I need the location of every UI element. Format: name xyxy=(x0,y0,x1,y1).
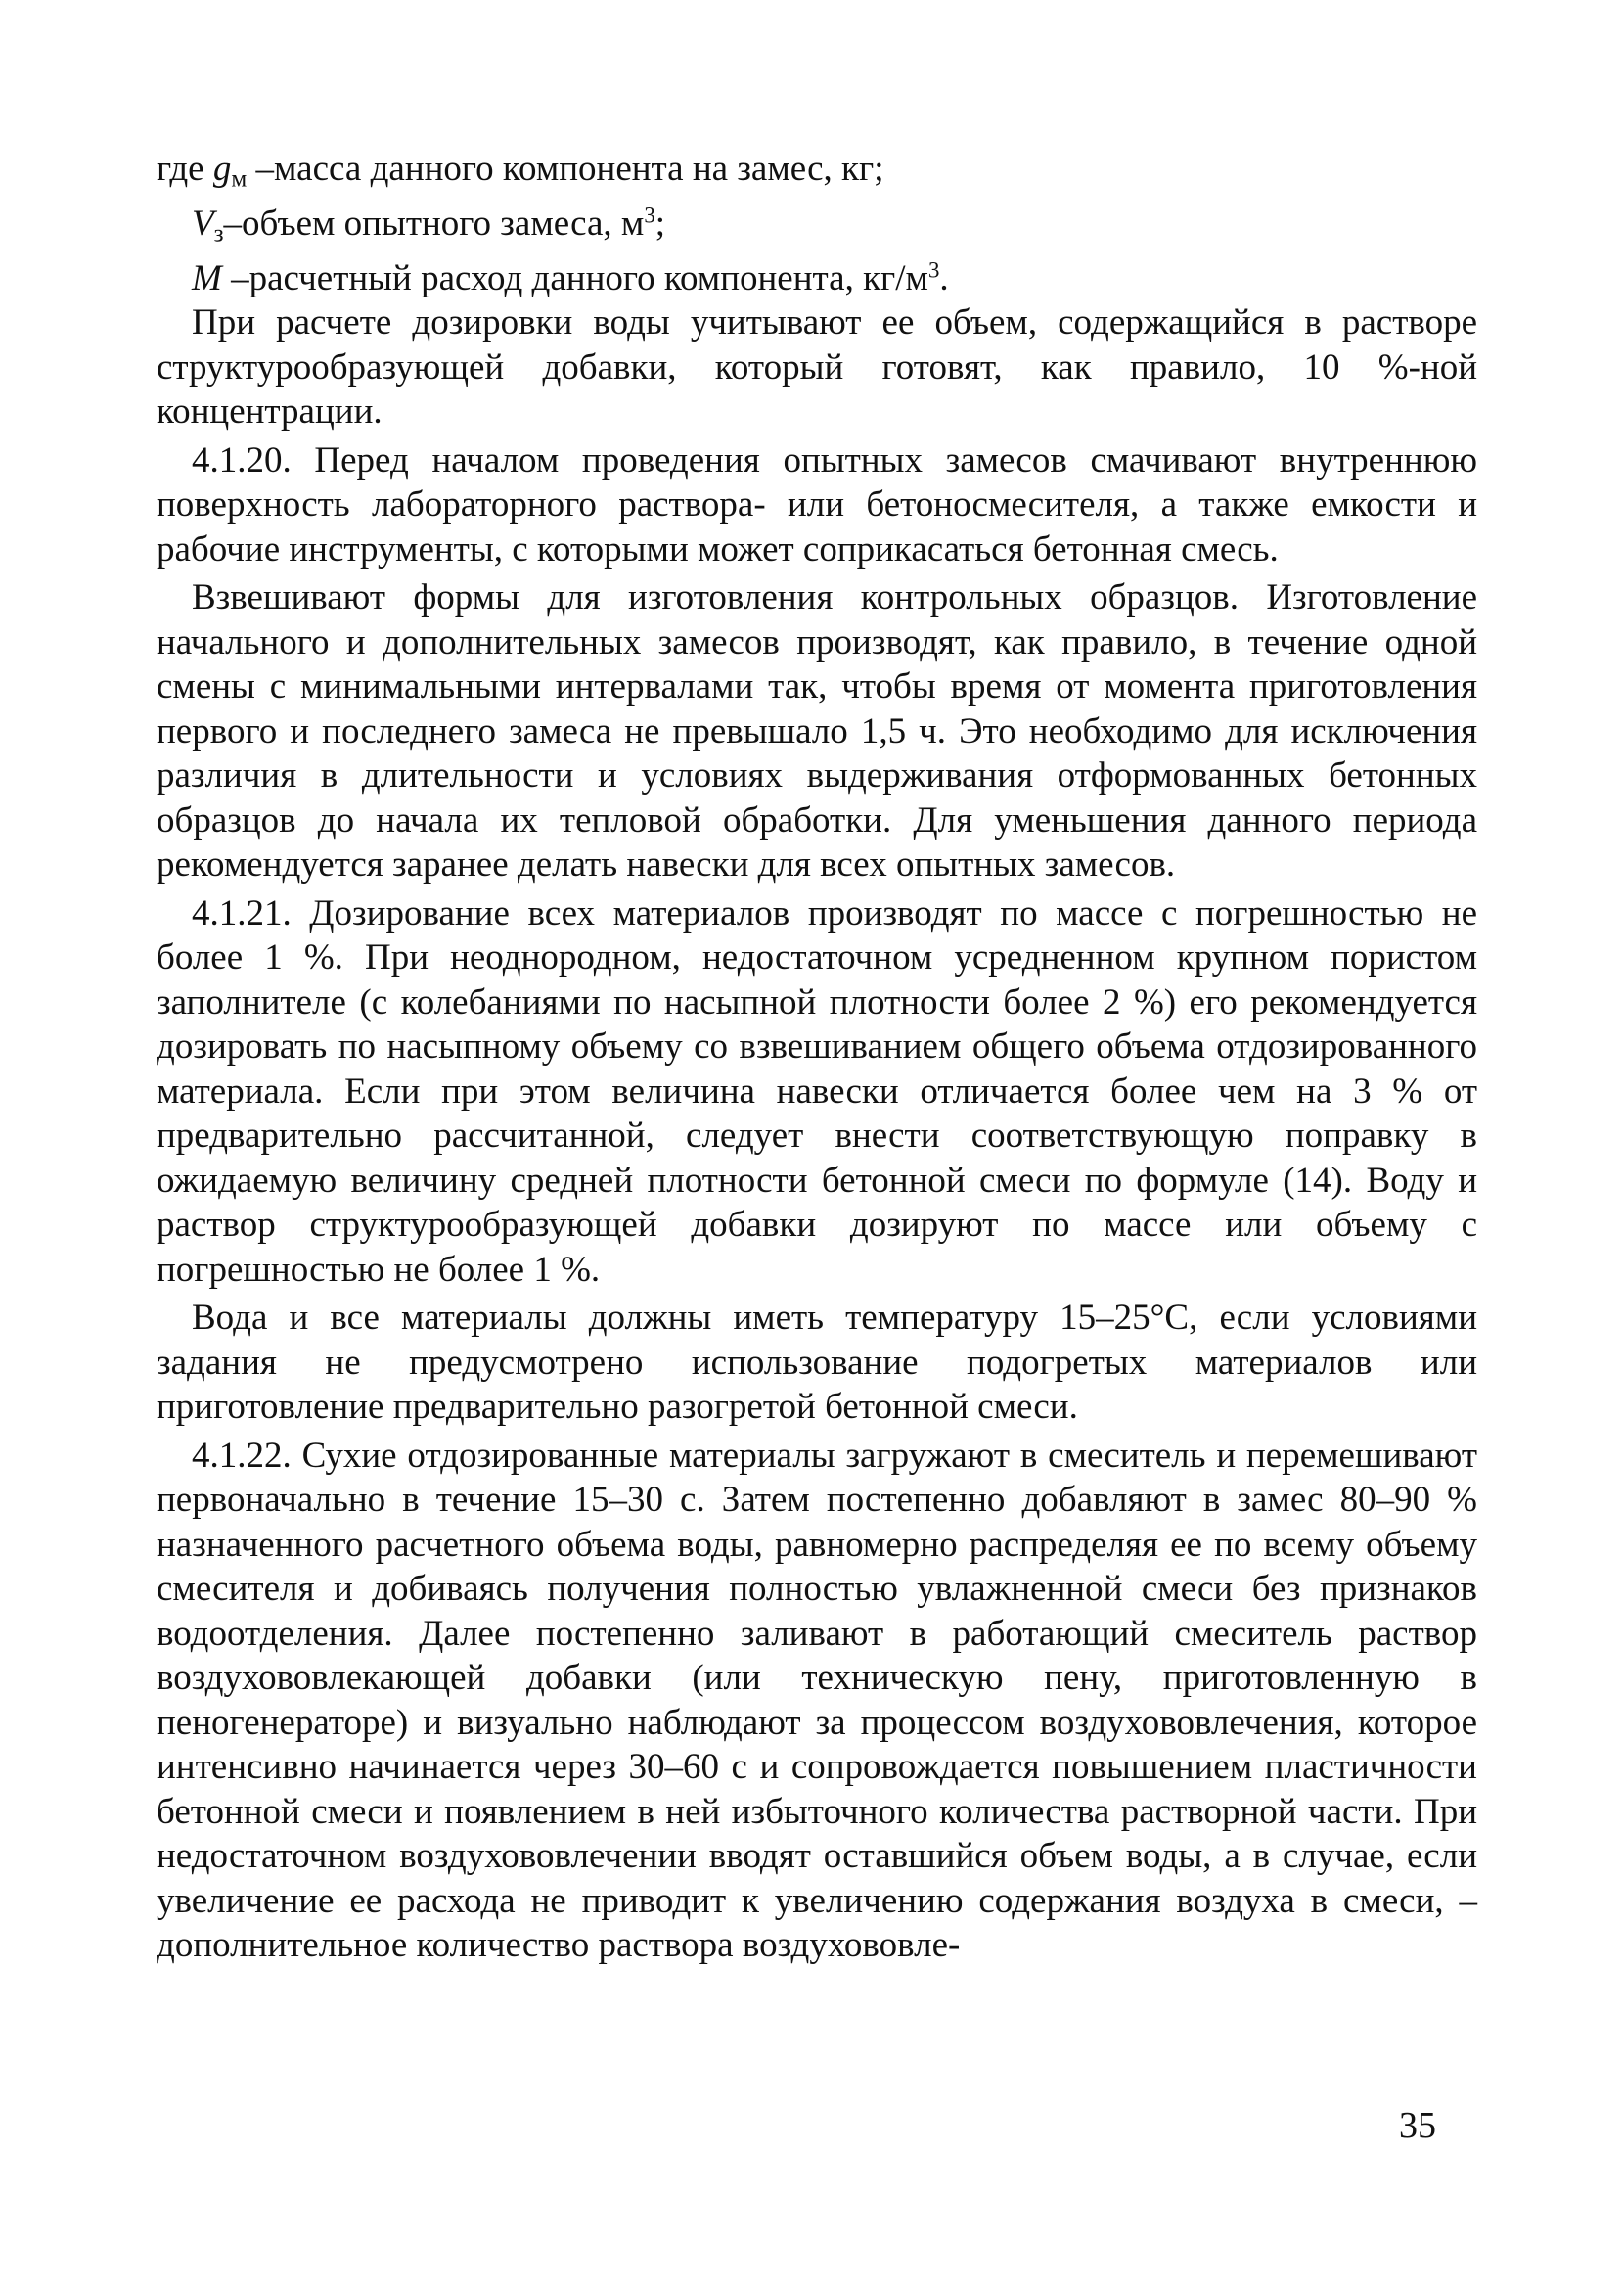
formula-definitions xyxy=(157,147,1477,300)
definition-vz: $V_з$–объем опытного замеса, $м^3$; xyxy=(192,203,666,248)
definition-gm: где $g_м$ –масса данного компонента на замес, кг; xyxy=(157,149,884,193)
symbol-v: V xyxy=(192,203,214,244)
paragraph-4-1-20: 4.1.20. Перед началом проведения опытных замесов смачивают внутреннюю поверхность лабораторного раствора- или бетоносмесителя, а также емкости и рабочие инструменты, с которыми может соприкасаться бетонная смесь. xyxy=(157,439,1477,570)
definition-m: M –расчетный расход данного компонента, $кг/м^3$. xyxy=(192,256,949,298)
page-body xyxy=(157,147,1477,1968)
superscript-3: 3 xyxy=(644,203,655,228)
symbol-m: M xyxy=(192,257,222,298)
paragraph-4-1-22: 4.1.22. Сухие отдозированные материалы загружают в смеситель и перемешивают первоначально в течение 15–30 с. Затем постепенно добавляют в замес 80–90 % назначенного расчетного объема воды, равномерно распределяя ее по всему объему смесителя и добиваясь получения полностью увлажненной смеси без признаков водоотделения. Далее постепенно заливают в работающий смеситель раствор воздухововлекающей добавки (или техническую пену, приготовленную в пеногенераторе) и визуально наблюдают за процессом воздухововлечения, которое интенсивно начинается через 30–60 с и сопровождается повышением пластичности бетонной смеси и появлением в ней избыточного количества растворной части. При недостаточном воздухововлечении вводят оставшийся объем воды, а в случае, если увеличение ее расхода не приводит к увеличению содержания воздуха в смеси, – дополнительное количество раствора воздухововле- xyxy=(157,1435,1477,1966)
paragraph-water-dosage: При расчете дозировки воды учитывают ее объем, содержащийся в растворе структурообразующей добавки, который готовят, как правило, 10 %-ной концентрации. xyxy=(157,302,1477,433)
paragraph-weighing-forms: Взвешивают формы для изготовления контрольных образцов. Изготовление начального и дополнительных замесов производят, как правило, в течение одной смены с минимальными интервалами так, чтобы время от момента приготовления первого и последнего замеса не превышало 1,5 ч. Это необходимо для исключения различия в длительности и условиях выдерживания отформованных бетонных образцов до начала их тепловой обработки. Для уменьшения данного периода рекомендуется заранее делать навески для всех опытных замесов. xyxy=(157,577,1477,886)
superscript-3: 3 xyxy=(927,256,940,282)
subscript-m: м xyxy=(231,165,248,193)
symbol-g: g xyxy=(212,149,232,189)
paragraph-temperature: Вода и все материалы должны иметь температуру 15–25°С, если условиями задания не предусмотрено использование подогретых материалов или приготовление предварительно разогретой бетонной смеси. xyxy=(157,1298,1477,1428)
page-number: 35 xyxy=(1399,2105,1436,2146)
subscript-z: з xyxy=(213,220,224,248)
paragraph-4-1-21: 4.1.21. Дозирование всех материалов производят по массе с погрешностью не более 1 %. При неоднородном, недостаточном усредненном крупном пористом заполнителе (с колебаниями по насыпной плотности более 2 %) его рекомендуется дозировать по насыпному объему со взвешиванием общего объема отдозированного материала. Если при этом величина навески отличается более чем на 3 % от предварительно рассчитанной, следует внести соответствующую поправку в ожидаемую величину средней плотности бетонной смеси по формуле (14). Воду и раствор структурообразующей добавки дозируют по массе или объему с погрешностью не более 1 %. xyxy=(157,892,1477,1290)
